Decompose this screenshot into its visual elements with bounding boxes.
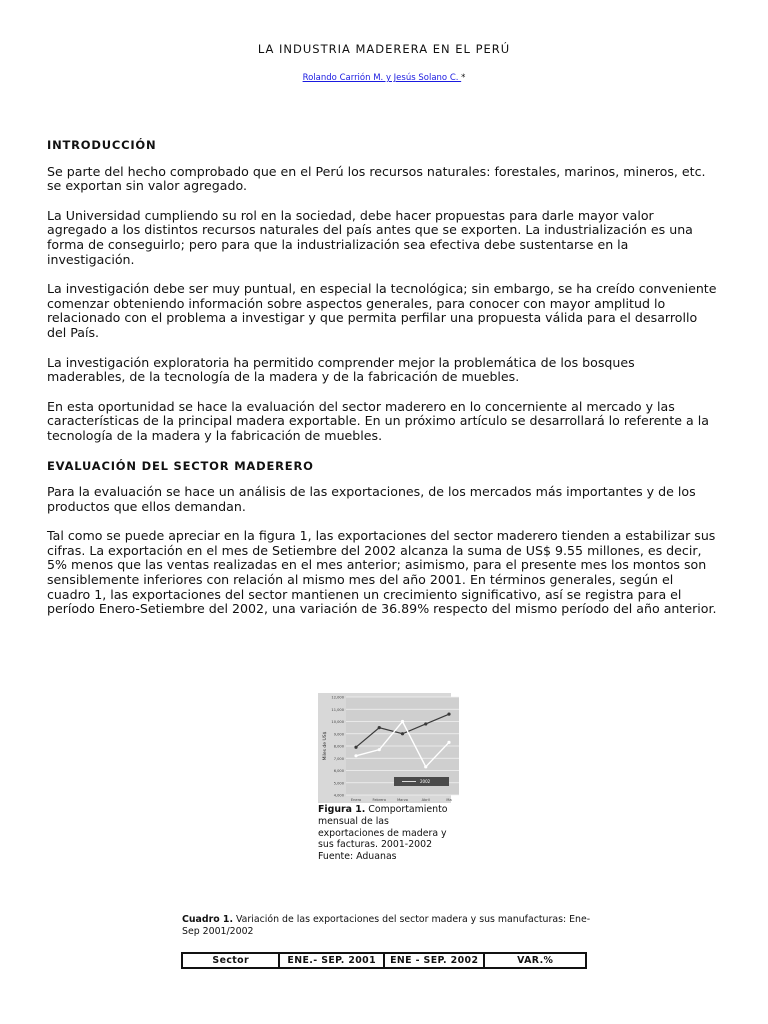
intro-paragraph: La investigación debe ser muy puntual, en especial la tecnológica; sin embargo, se ha creído conveniente comenzar obteniendo información sobre aspectos generales, para conocer con mayor amplitud lo relacionado con el problema a investigar y que permita perfilar una propuesta válida para el desarrollo del País. [47, 281, 717, 340]
intro-paragraph: La Universidad cumpliendo su rol en la sociedad, debe hacer propuestas para darle mayor valor agregado a los distintos recursos naturales del país antes que se exporten. La industrialización es una forma de conseguirlo; pero para que la industrialización sea efectiva debe sustentarse en la investigación. [47, 207, 693, 267]
y-tick-label: 6,000 [333, 769, 344, 773]
figure-1-caption [318, 804, 458, 863]
evaluation-paragraph: Para la evaluación se hace un análisis de las exportaciones, de los mercados más importantes y de los productos que ellos demandan. [47, 484, 696, 514]
figure-1-chart [318, 693, 451, 803]
x-tick-label: Marzo [397, 798, 408, 802]
y-tick-label: 9,000 [333, 732, 344, 737]
figure-label: Figura 1. [318, 804, 366, 815]
series-point [424, 722, 427, 725]
table-caption-text: Variación de las exportaciones del sector madera y sus manufacturas: Ene-Sep 2001/2002 [182, 914, 591, 937]
series-point [447, 741, 450, 744]
series-point [354, 754, 357, 757]
exports-table [183, 954, 585, 967]
x-tick-label: Febrero [372, 798, 387, 802]
table-header-row [183, 954, 585, 967]
intro-paragraph: La investigación exploratoria ha permitido comprender mejor la problemática de los bosques maderables, de la tecnología de la madera y de la fabricación de muebles. [47, 354, 635, 385]
series-point [354, 746, 357, 749]
figure-source: Fuente: Aduanas [318, 851, 397, 863]
header-var: VAR.% [517, 955, 554, 966]
evaluation-paragraph: Tal como se puede apreciar en la figura 1, las exportaciones del sector maderero tienden a estabilizar sus cifras. La exportación en el mes de Setiembre del 2002 alcanza la suma de US$ 9.55 millones, es decir, 5% menos que las ventas realizadas en el mes anterior; asimismo, para el presente mes los montos son sensiblemente inferiores con relación al mismo mes del año 2001. En términos generales, según el cuadro 1, las exportaciones del sector mantienen un crecimiento significativo, así se registra para el período Enero-Setiembre del 2002, una variación de 36.89% respecto del mismo período del año anterior. [47, 528, 717, 617]
intro-heading: INTRODUCCIÓN [47, 138, 157, 152]
x-tick-label: Abril [421, 798, 430, 802]
series-point [378, 748, 381, 751]
header-sector: Sector [183, 954, 279, 967]
exports-line-chart [318, 693, 451, 803]
document-title: LA INDUSTRIA MADERERA EN EL PERÚ [257, 42, 511, 56]
authors-line [0, 73, 768, 83]
intro-paragraph: En esta oportunidad se hace la evaluación del sector maderero en lo concerniente al mercado y las características de la principal madera exportable. En un próximo artículo se desarrollará lo referente a la tecnología de la madera y la fabricación de muebles. [47, 398, 709, 443]
y-tick-label: 12,000 [331, 695, 344, 700]
y-tick-label: 11,000 [331, 707, 344, 712]
header-2002: ENE - SEP. 2002 [384, 954, 485, 967]
series-point [378, 726, 381, 729]
y-tick-label: 10,000 [331, 720, 344, 724]
table-1 [181, 952, 587, 969]
intro-paragraph: Se parte del hecho comprobado que en el Perú los recursos naturales: forestales, marinos, mineros, etc. se exportan sin valor agregado. [47, 163, 706, 194]
legend-label: 2002 [420, 779, 431, 784]
series-point [424, 765, 427, 768]
authors-link[interactable]: Rolando Carrión M. y Jesús Solano C. [302, 73, 462, 83]
x-tick-label: Ma [446, 798, 452, 802]
series-point [401, 732, 404, 735]
y-tick-label: 8,000 [333, 744, 344, 749]
article-body [47, 138, 717, 632]
y-tick-label: 4,000 [333, 793, 344, 798]
y-tick-label: 7,000 [333, 756, 344, 761]
series-point [447, 713, 450, 716]
y-tick-label: 5,000 [333, 781, 344, 786]
evaluation-heading: EVALUACIÓN DEL SECTOR MADERERO [47, 458, 314, 473]
x-tick-label: Enero [350, 798, 362, 802]
y-axis-label: Miles de US$ [323, 731, 328, 761]
table-label: Cuadro 1. [182, 914, 234, 925]
header-2001: ENE.- SEP. 2001 [279, 954, 384, 967]
series-point [401, 720, 404, 723]
figure-caption-text: Comportamiento mensual de las exportaciones de madera y sus facturas. 2001-2002 [318, 804, 448, 851]
authors-footnote-mark: * [461, 73, 466, 83]
table-1-caption [182, 914, 602, 938]
